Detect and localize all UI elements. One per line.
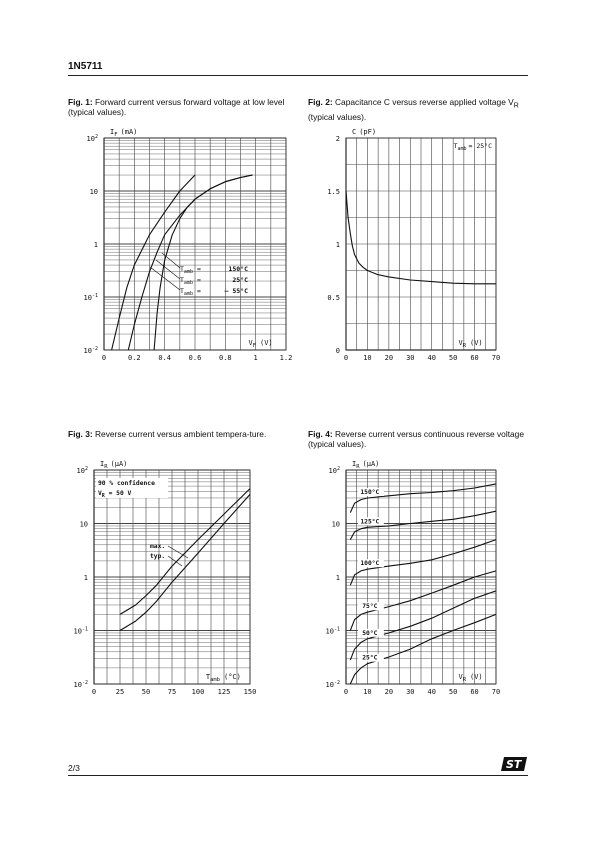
fig3-label: Fig. 3: <box>68 429 93 439</box>
y-tick-label: 1 <box>335 241 340 249</box>
x-tick-label: 30 <box>406 354 415 362</box>
x-tick-label: 10 <box>363 354 372 362</box>
x-axis-label: $T_{amb}$ <box>205 673 220 683</box>
y-tick-label: 10 <box>89 188 98 196</box>
note-confidence: 90 % confidence <box>98 480 155 487</box>
x-tick-label: 50 <box>448 688 458 696</box>
y-tick-label: 10 <box>79 520 88 529</box>
fig1-label: Fig. 1: <box>68 97 93 107</box>
x-tick-label: 25 <box>115 688 125 696</box>
header-rule <box>68 75 528 76</box>
grid <box>346 138 496 350</box>
series-line <box>154 175 253 350</box>
legend-entry: $T_{amb}$ = <box>180 276 201 286</box>
y-tick-label: $10^{-1}$ <box>73 626 88 636</box>
y-tick-label: $10^{-1}$ <box>83 293 98 302</box>
fig3-caption-text: Reverse current versus ambient tempera-ture. <box>95 429 267 439</box>
footer-rule <box>68 775 528 776</box>
x-axis-unit: (V) <box>260 339 273 347</box>
x-tick-label: 10 <box>363 688 372 696</box>
x-tick-label: 70 <box>491 354 501 362</box>
series-label: 25°C <box>362 654 378 662</box>
fig3-caption <box>68 429 290 439</box>
note-voltage: $V_R = 50$ V <box>98 490 132 499</box>
x-tick-label: 0.6 <box>188 354 202 362</box>
x-tick-label: 60 <box>470 688 479 696</box>
y-tick-label: $10^2$ <box>86 134 98 143</box>
x-axis-unit: (V) <box>470 673 483 681</box>
y-tick-label: 1 <box>83 574 88 582</box>
y-axis-label: C (pF) <box>352 128 377 136</box>
legend-leader <box>150 267 180 290</box>
fig2-caption-sub: R <box>513 102 519 110</box>
y-tick-label: 1 <box>335 574 340 582</box>
x-tick-label: 0 <box>343 688 349 696</box>
x-tick-label: 100 <box>191 688 205 696</box>
series-label: max. <box>150 543 166 550</box>
fig2-chart <box>310 120 540 370</box>
series-label: 150°C <box>360 488 380 496</box>
grid <box>104 138 286 350</box>
y-tick-label: 1.5 <box>327 188 340 196</box>
x-tick-label: 50 <box>141 688 151 696</box>
x-tick-label: 0.8 <box>219 354 232 362</box>
legend-entry: $T_{amb}$ = <box>180 265 201 275</box>
x-axis-label: $V_R$ <box>458 673 466 683</box>
x-tick-label: 0.2 <box>128 354 141 362</box>
legend-value: – 55°C <box>224 287 248 295</box>
x-axis-unit: (°C) <box>224 673 241 681</box>
x-tick-label: 1.2 <box>279 354 293 362</box>
x-axis-unit: (V) <box>470 339 483 347</box>
legend-value: 150°C <box>228 265 248 273</box>
series-label: 125°C <box>360 518 380 526</box>
series-label: typ. <box>150 553 166 560</box>
x-tick-label: 50 <box>448 354 458 362</box>
x-axis-label: $V_R$ <box>458 339 466 349</box>
x-tick-label: 60 <box>470 354 479 362</box>
fig4-caption-text: Reverse current versus continuous reverse voltage (typical values). <box>308 429 524 449</box>
legend-entry: $T_{amb}$ = <box>180 287 201 297</box>
x-tick-label: 0 <box>101 354 107 362</box>
x-tick-label: 70 <box>491 688 501 696</box>
fig4-label: Fig. 4: <box>308 429 333 439</box>
x-tick-label: 20 <box>384 688 394 696</box>
y-tick-label: $10^{-2}$ <box>83 346 98 355</box>
y-axis-label: $I_R$ (µA) <box>100 460 128 470</box>
series-line <box>350 591 496 660</box>
grid <box>94 470 250 684</box>
y-tick-label: $10^{-2}$ <box>73 680 88 689</box>
st-logo <box>500 755 528 778</box>
x-tick-label: 75 <box>167 688 177 696</box>
fig4-chart <box>310 458 540 708</box>
series-line <box>128 175 252 350</box>
series-label: 75°C <box>362 603 378 611</box>
x-tick-label: 30 <box>406 688 415 696</box>
y-tick-label: 0 <box>335 347 340 355</box>
x-tick-label: 0 <box>343 354 349 362</box>
fig1-caption-text: Forward current versus forward voltage at low level (typical values). <box>68 97 285 117</box>
fig2-label: Fig. 2: <box>308 97 333 107</box>
series-label: 100°C <box>360 560 380 568</box>
x-tick-label: 0 <box>91 688 97 696</box>
x-tick-label: 1 <box>253 354 258 362</box>
x-tick-label: 150 <box>243 688 257 696</box>
fig2-caption-tail: (typical values). <box>308 111 367 122</box>
legend-leader <box>156 260 180 279</box>
svg-text:ST: ST <box>506 758 522 771</box>
y-tick-label: 0.5 <box>327 294 340 302</box>
y-tick-label: 2 <box>335 135 340 143</box>
fig4-caption <box>308 429 530 449</box>
fig1-chart <box>60 120 300 370</box>
page-number: 2/3 <box>68 763 80 773</box>
part-number-title: 1N5711 <box>68 61 103 72</box>
x-tick-label: 40 <box>427 688 436 696</box>
fig2-caption-text: Capacitance C versus reverse applied voltage V <box>335 97 514 107</box>
y-tick-label: 1 <box>93 241 98 249</box>
fig2-caption <box>308 97 528 122</box>
x-axis-label: $V_F$ <box>248 339 256 349</box>
y-tick-label: $10^2$ <box>328 466 340 475</box>
legend-entry: $T_{amb} = 25^\circ C$ <box>453 142 492 152</box>
y-axis-label: $I_F$ (mA) <box>110 128 138 138</box>
y-tick-label: $10^2$ <box>76 466 88 475</box>
fig1-caption <box>68 97 290 117</box>
y-tick-label: 10 <box>331 520 340 529</box>
legend-value: 25°C <box>232 276 248 284</box>
x-tick-label: 0.4 <box>158 354 171 362</box>
x-tick-label: 40 <box>427 354 436 362</box>
x-tick-label: 125 <box>217 688 231 696</box>
series-label: 50°C <box>362 629 378 637</box>
y-tick-label: $10^{-1}$ <box>325 626 340 636</box>
fig3-chart <box>60 458 300 708</box>
y-axis-label: $I_R$ (µA) <box>352 460 380 470</box>
y-tick-label: $10^{-2}$ <box>325 680 340 689</box>
x-tick-label: 20 <box>384 354 394 362</box>
